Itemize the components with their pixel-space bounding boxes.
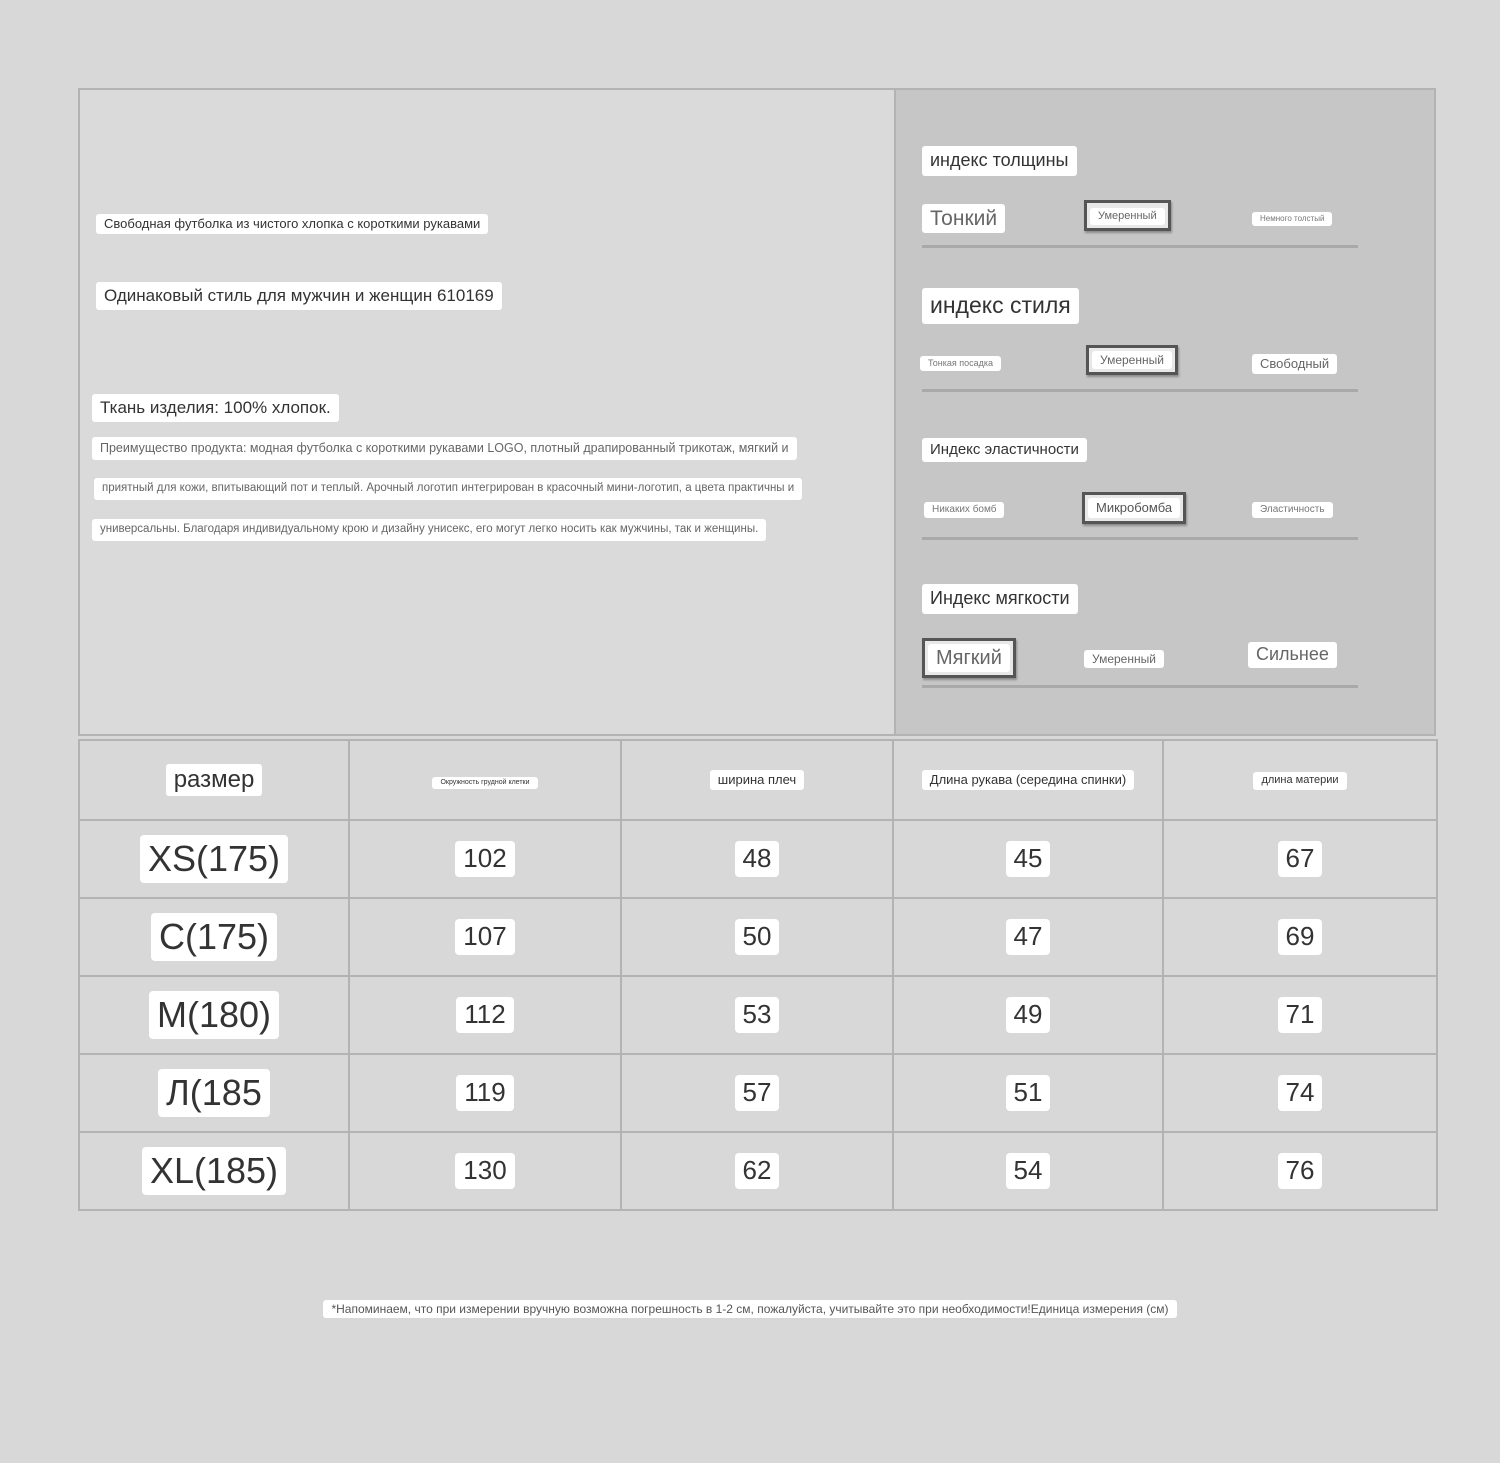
header-cell	[79, 740, 349, 820]
table-cell	[79, 898, 349, 976]
scale-line	[922, 245, 1358, 248]
size-label: С(175)	[151, 913, 277, 960]
header-size: размер	[166, 764, 263, 797]
advantage-line: универсальны. Благодаря индивидуальному крою и дизайну унисекс, его могут легко носить как мужчины, так и женщины.	[92, 519, 766, 541]
softness-option-soft: Мягкий	[922, 638, 1016, 678]
header-sleeve: Длина рукава (середина спинки)	[922, 770, 1134, 790]
product-style: Одинаковый стиль для мужчин и женщин 610169	[96, 282, 502, 310]
table-cell	[79, 1054, 349, 1132]
product-title: Свободная футболка из чистого хлопка с короткими рукавами	[96, 214, 488, 234]
style-index-title: индекс стиля	[922, 288, 1079, 324]
table-cell	[621, 1054, 893, 1132]
header-cell	[893, 740, 1163, 820]
size-label: XS(175)	[140, 835, 288, 882]
table-header-row	[79, 740, 1437, 820]
table-cell	[621, 1132, 893, 1210]
header-cell	[349, 740, 621, 820]
advantage-line: Преимущество продукта: модная футболка с короткими рукавами LOGO, плотный драпированный трикотаж, мягкий и	[92, 437, 797, 460]
table-cell	[79, 820, 349, 898]
table-cell	[621, 898, 893, 976]
thickness-option-slightly-thick: Немного толстый	[1252, 212, 1332, 226]
table-cell	[1163, 1132, 1437, 1210]
style-option-loose: Свободный	[1252, 354, 1337, 374]
table-cell	[1163, 976, 1437, 1054]
shoulder-value: 53	[735, 997, 780, 1032]
table-cell	[893, 898, 1163, 976]
length-value: 67	[1278, 841, 1323, 876]
chest-value: 107	[455, 919, 514, 954]
table-cell	[349, 1132, 621, 1210]
sleeve-value: 45	[1006, 841, 1051, 876]
thickness-option-thin: Тонкий	[922, 204, 1005, 233]
chest-value: 119	[456, 1075, 513, 1110]
header-cell	[1163, 740, 1437, 820]
product-info-panel	[78, 88, 1436, 736]
size-label: Л(185	[158, 1069, 270, 1116]
table-cell	[79, 976, 349, 1054]
table-cell	[349, 898, 621, 976]
shoulder-value: 62	[735, 1153, 780, 1188]
scale-line	[922, 685, 1358, 688]
table-cell	[621, 976, 893, 1054]
sleeve-value: 54	[1006, 1153, 1051, 1188]
softness-index-scale	[922, 638, 1358, 688]
shoulder-value: 48	[735, 841, 780, 876]
table-cell	[349, 1054, 621, 1132]
chest-value: 130	[455, 1153, 514, 1188]
table-cell	[1163, 898, 1437, 976]
elasticity-option-micro: Микробомба	[1082, 492, 1186, 524]
size-chart	[78, 739, 1436, 1211]
header-chest: Окружность грудной клетки	[432, 777, 537, 789]
table-cell	[893, 1054, 1163, 1132]
chest-value: 112	[456, 997, 513, 1032]
length-value: 76	[1278, 1153, 1323, 1188]
length-value: 74	[1278, 1075, 1323, 1110]
table-cell	[349, 820, 621, 898]
sleeve-value: 49	[1006, 997, 1051, 1032]
chest-value: 102	[455, 841, 514, 876]
length-value: 69	[1278, 919, 1323, 954]
table-cell	[893, 820, 1163, 898]
softness-option-moderate: Умеренный	[1084, 650, 1164, 668]
table-row	[79, 898, 1437, 976]
size-table	[78, 739, 1438, 1211]
elasticity-option-none: Никаких бомб	[924, 502, 1004, 518]
size-label: XL(185)	[142, 1147, 286, 1194]
table-cell	[349, 976, 621, 1054]
header-cell	[621, 740, 893, 820]
thickness-index-title: индекс толщины	[922, 146, 1077, 176]
table-cell	[79, 1132, 349, 1210]
style-option-slim-fit: Тонкая посадка	[920, 356, 1001, 371]
measurement-note	[0, 1300, 1500, 1318]
length-value: 71	[1278, 997, 1323, 1032]
scale-line	[922, 537, 1358, 540]
table-cell	[621, 820, 893, 898]
advantage-line: приятный для кожи, впитывающий пот и теплый. Арочный логотип интегрирован в красочный мини-логотип, а цвета практичны и	[94, 478, 802, 500]
indices-pane	[894, 90, 1434, 734]
style-index-scale	[922, 342, 1358, 392]
table-row	[79, 1054, 1437, 1132]
table-cell	[1163, 1054, 1437, 1132]
sleeve-value: 47	[1006, 919, 1051, 954]
thickness-option-moderate: Умеренный	[1084, 200, 1171, 231]
elasticity-option-elastic: Эластичность	[1252, 502, 1333, 518]
measurement-note-text: *Напоминаем, что при измерении вручную возможна погрешность в 1-2 см, пожалуйста, учитывайте это при необходимости!Единица измерения (см)	[323, 1300, 1176, 1318]
elasticity-index-scale	[922, 490, 1358, 540]
thickness-index-scale	[922, 198, 1358, 248]
softness-option-stronger: Сильнее	[1248, 642, 1337, 668]
table-row	[79, 820, 1437, 898]
sleeve-value: 51	[1006, 1075, 1051, 1110]
table-cell	[893, 976, 1163, 1054]
elasticity-index-title: Индекс эластичности	[922, 438, 1087, 462]
size-label: М(180)	[149, 991, 279, 1038]
style-option-moderate: Умеренный	[1086, 345, 1178, 375]
table-cell	[1163, 820, 1437, 898]
shoulder-value: 57	[735, 1075, 780, 1110]
product-description	[80, 90, 894, 734]
softness-index-title: Индекс мягкости	[922, 584, 1078, 614]
header-shoulder: ширина плеч	[710, 770, 804, 790]
table-row	[79, 976, 1437, 1054]
shoulder-value: 50	[735, 919, 780, 954]
scale-line	[922, 389, 1358, 392]
table-row	[79, 1132, 1437, 1210]
fabric-composition: Ткань изделия: 100% хлопок.	[92, 394, 339, 422]
table-cell	[893, 1132, 1163, 1210]
header-length: длина материи	[1253, 772, 1346, 789]
